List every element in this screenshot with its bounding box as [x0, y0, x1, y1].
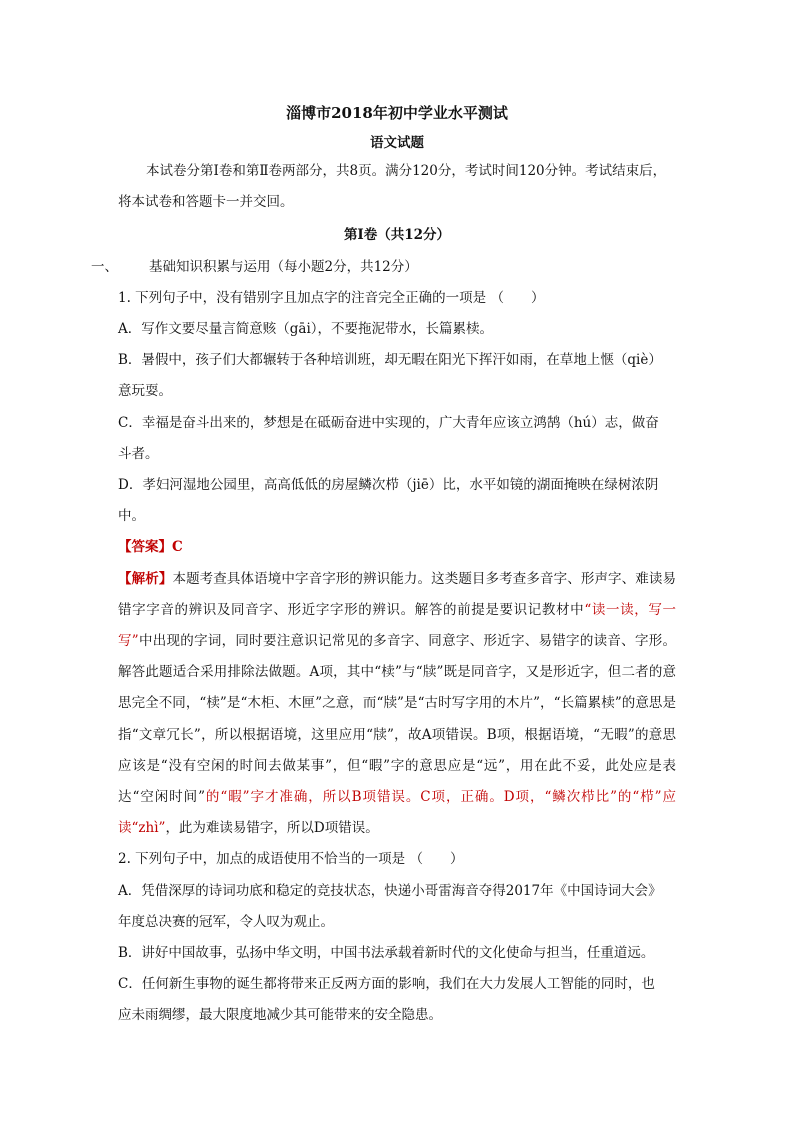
analysis-text-3: ，此为难读易错字，所以D项错误。: [165, 820, 379, 837]
answer-label: 【答案】: [118, 539, 172, 556]
option-c-line1: C．任何新生事物的诞生都将带来正反两方面的影响，我们在大力发展人工智能的同时，也: [118, 976, 655, 993]
question-1: [118, 283, 676, 845]
option-b: B．讲好中国故事，弘扬中华文明，中国书法承载着新时代的文化使命与担当，任重道远。: [118, 945, 655, 962]
question-2: [118, 844, 676, 1031]
option-c-line2: 应未雨绸缪，最大限度地减少其可能带来的安全隐患。: [118, 1007, 442, 1024]
option-a-line2: 年度总决赛的冠军，令人叹为观止。: [118, 913, 334, 930]
answer-line: [118, 532, 676, 563]
exam-intro: 本试卷分第Ⅰ卷和第Ⅱ卷两部分，共8页。满分120分，考试时间120分钟。考试结束后，将本试卷和答题卡一并交回。: [118, 163, 667, 211]
option-d-line1: D．孝妇河湿地公园里，高高低低的房屋鳞次栉（jiē）比，水平如镜的湖面掩映在绿树浓阴: [118, 477, 659, 494]
answer-value: C: [172, 539, 183, 556]
question-stem: 1. 下列句子中，没有错别字且加点字的注音完全正确的一项是 （ ）: [118, 289, 545, 306]
analysis-label: 【解析】: [118, 570, 173, 587]
option-d-line2: 中。: [118, 508, 145, 525]
analysis-text-1: 本题考查具体语境中字音字形的辨识能力。这类题目多考查多音字、形声字、难读易错字字音的辨识及同音字、形近字字形的辨识。解答的前提是要识记教材中: [118, 570, 677, 618]
option-a: A．写作文要尽量言简意赅（gāi），不要拖泥带水，长篇累椟。: [118, 321, 494, 338]
analysis-paragraph: [118, 564, 676, 845]
question-stem: 2. 下列句子中，加点的成语使用不恰当的一项是 （ ）: [118, 851, 464, 868]
option-b-line1: B．暑假中，孩子们大都辗转于各种培训班，却无暇在阳光下挥汗如雨，在草地上惬（qiè）: [118, 352, 662, 369]
analysis-text-2: 中出现的字词，同时要注意识记常见的多音字、同意字、形近字、易错字的读音、字形。解答此题适合采用排除法做题。A项，其中“椟”与“牍”既是同音字，又是形近字，但二者的意思完全不同，“椟”是“木柜、木匣”之意，而“牍”是“古时写字用的木片”，“长篇累椟”的意思是指“文章冗长”，所以根据语境，这里应用“牍”，故A项错误。B项，根据语境，“无暇”的意思应该是“没有空闲的时间去做某事”，但“暇”字的意思应是“远”，用在此不妥，此处应是表达“空闲时间”: [118, 633, 677, 806]
analysis-highlight-2: 的“暇”字才准确，所以B项错误。C项，正确。D项，“鳞次栉比”的“栉”应读“zhì”: [118, 789, 676, 837]
option-b-line2: 意玩耍。: [118, 383, 172, 400]
option-c-line2: 斗者。: [118, 445, 159, 462]
section-number: 一、: [91, 258, 118, 275]
option-a-line1: A．凭借深厚的诗词功底和稳定的竞技状态，快递小哥雷海音夺得2017年《中国诗词大会》: [118, 882, 662, 899]
section-title: 基础知识积累与运用（每小题2分，共12分）: [149, 258, 418, 275]
exam-subtitle: 语文试题: [370, 135, 424, 151]
section-one-heading: [91, 252, 676, 283]
option-c-line1: C．幸福是奋斗出来的，梦想是在砥砺奋进中实现的，广大青年应该立鸿鹄（hú）志，做奋: [118, 414, 659, 431]
part-one-title: 第Ⅰ卷（共12分）: [343, 227, 451, 244]
exam-title: 淄博市2018年初中学业水平测试: [286, 104, 508, 122]
analysis-highlight-1: “读一读，写一写”: [118, 601, 676, 650]
